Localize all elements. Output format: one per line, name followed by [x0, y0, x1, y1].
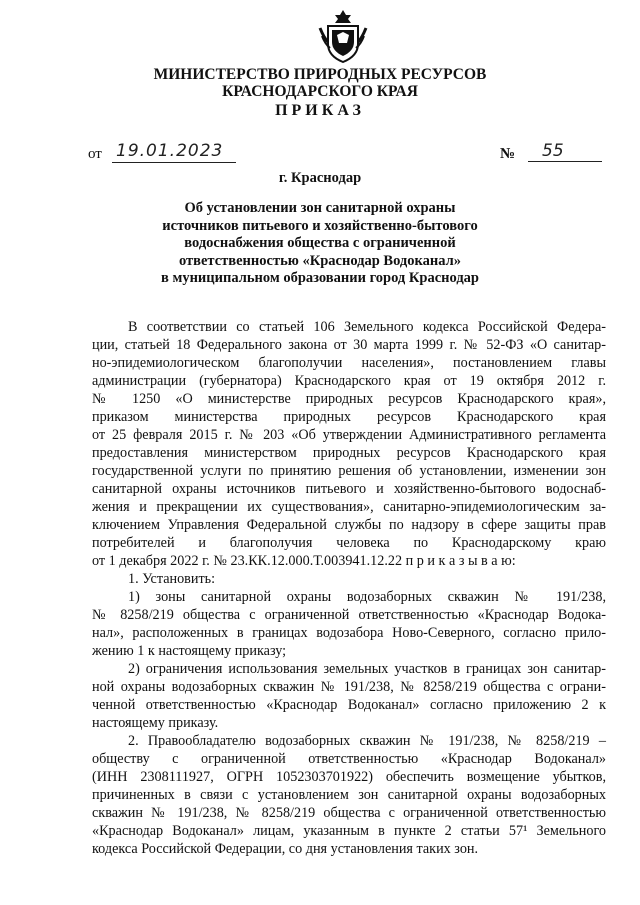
order-title: [130, 200, 510, 288]
body-line: нал», расположенных в границах водозабора Ново-Северного, согласно прило-: [92, 625, 606, 641]
title-line: ответственностью «Краснодар Водоканал»: [178, 252, 462, 269]
ministry-name-line-2: КРАСНОДАРСКОГО КРАЯ: [222, 83, 418, 100]
title-line: источников питьевого и хозяйственно-бытового: [162, 217, 478, 234]
title-line: Об установлении зон санитарной охраны: [184, 200, 456, 216]
body-line: жения и прекращении их существования», санитарно-эпидемиологическим за-: [92, 499, 606, 515]
krasnodar-coat-of-arms-icon: [318, 8, 368, 64]
body-line: настоящему приказу.: [92, 715, 219, 731]
body-line: жению 1 к настоящему приказу;: [92, 643, 287, 659]
ministry-name-line-1: МИНИСТЕРСТВО ПРИРОДНЫХ РЕСУРСОВ: [153, 66, 487, 83]
title-line: в муниципальном образовании город Краснодар: [160, 270, 479, 286]
body-line: предоставления министерством природных ресурсов Краснодарского края: [92, 445, 606, 461]
title-line: водоснабжения общества с ограниченной: [184, 235, 456, 251]
city-name: г. Краснодар: [278, 170, 362, 186]
document-type: ПРИКАЗ: [275, 102, 365, 119]
handwritten-date: 19.01.2023: [112, 142, 236, 163]
body-line: государственной услуги по принятию решения об установлении, изменении зон: [92, 463, 606, 479]
body-line: от 25 февраля 2015 г. № 203 «Об утверждении Административного регламента: [92, 427, 606, 443]
ministry-name: [0, 66, 640, 100]
body-line: приказом министерства природных ресурсов Краснодарского края: [92, 409, 606, 425]
body-line: № 8258/219 общества с ограниченной ответственностью «Краснодар Водока-: [92, 607, 606, 623]
date-label: от: [88, 146, 102, 162]
body-line: санитарной охраны источников питьевого и хозяйственно-бытового водоснаб-: [92, 481, 606, 497]
body-line: «Краснодар Водоканал» лицам, указанным в пункте 2 статьи 57¹ Земельного: [92, 823, 606, 839]
body-line: ключением Управления Федеральной службы по надзору в сфере защиты прав: [92, 517, 606, 533]
body-line: обществу с ограниченной ответственностью «Краснодар Водоканал»: [92, 751, 606, 767]
handwritten-number: 55: [528, 142, 602, 162]
body-line: 2. Правообладателю водозаборных скважин № 191/238, № 8258/219 –: [128, 733, 606, 749]
order-body: [92, 318, 606, 858]
body-line: но-эпидемиологическом благополучии населения», постановлением главы: [92, 355, 606, 371]
number-label: №: [500, 146, 516, 162]
body-line: 2) ограничения использования земельных участков в границах зон санитар-: [128, 661, 606, 677]
body-line: скважин № 191/238, № 8258/219 общества с ограниченной ответственностью: [92, 805, 606, 821]
body-line: (ИНН 2308111927, ОГРН 1052303701922) обеспечить возмещение убытков,: [92, 769, 606, 785]
body-line: ции, статьей 18 Федерального закона от 30 марта 1999 г. № 52-ФЗ «О санитар-: [92, 337, 606, 353]
body-line: В соответствии со статьей 106 Земельного кодекса Российской Федера-: [128, 319, 606, 335]
body-line: ченной ответственностью «Краснодар Водоканал» согласно приложению 2 к: [92, 697, 606, 713]
body-line: причиненных в связи с установлением зон санитарной охраны водозаборных: [92, 787, 606, 803]
body-line: 1) зоны санитарной охраны водозаборных скважин № 191/238,: [128, 589, 606, 605]
body-line: кодекса Российской Федерации, со дня установления таких зон.: [92, 841, 479, 857]
body-line: № 1250 «О министерстве природных ресурсов Краснодарского края»,: [92, 391, 606, 407]
body-line: ной охраны водозаборных скважин № 191/238, № 8258/219 общества с ограни-: [92, 679, 606, 695]
body-line: администрации (губернатора) Краснодарского края от 19 октября 2012 г.: [92, 373, 606, 389]
body-line: от 1 декабря 2022 г. № 23.КК.12.000.Т.003941.12.22 п р и к а з ы в а ю:: [92, 553, 516, 569]
body-line: потребителей и благополучия человека по Краснодарскому краю: [92, 535, 606, 551]
body-line: 1. Установить:: [128, 571, 216, 587]
